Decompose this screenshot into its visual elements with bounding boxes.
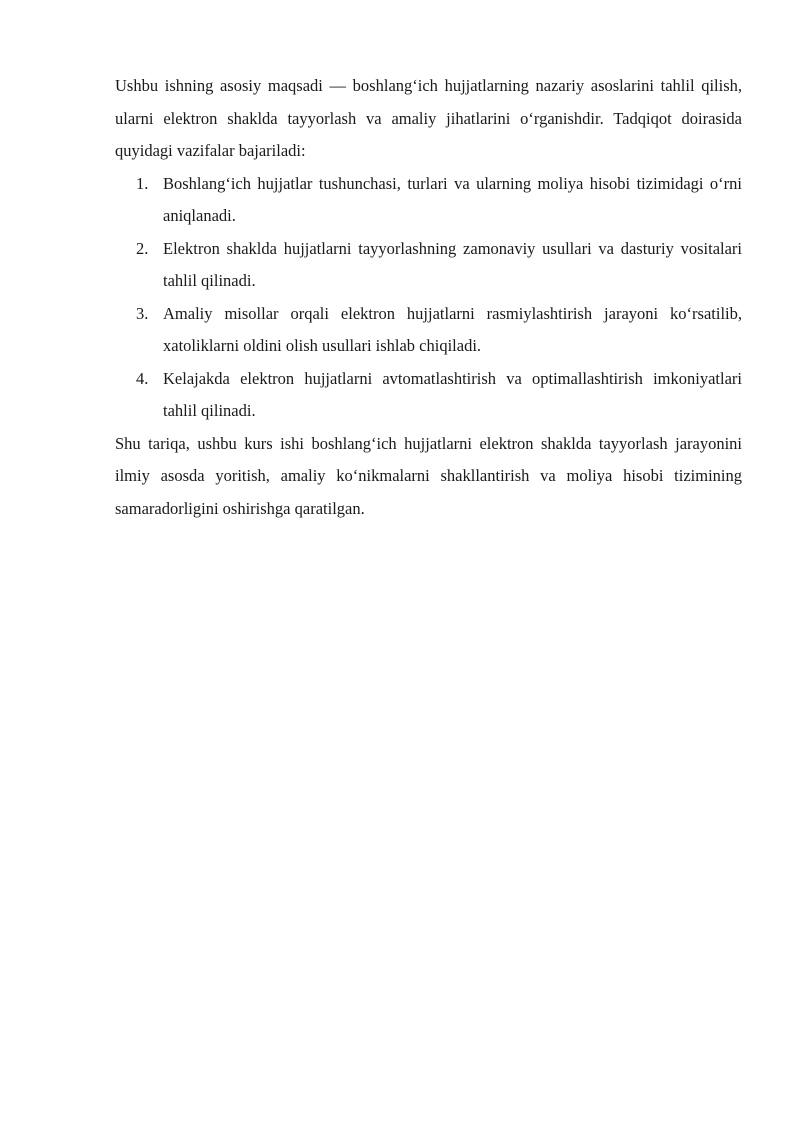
- list-item: [115, 233, 742, 298]
- list-item-number: 1.: [136, 173, 149, 193]
- list-item-text: Boshlang‘ich hujjatlar tushunchasi, turlari va ularning moliya hisobi tizimidagi o‘rni aniqlanadi.: [163, 173, 742, 225]
- list-item-number: 2.: [136, 238, 149, 258]
- list-item-number: 4.: [136, 368, 149, 388]
- list-item: [115, 363, 742, 428]
- list-item-text: Amaliy misollar orqali elektron hujjatlarni rasmiylashtirish jarayoni ko‘rsatilib, xatoliklarni oldini olish usullari ishlab chiqiladi.: [163, 303, 742, 355]
- list-item: [115, 168, 742, 233]
- intro-paragraph: Ushbu ishning asosiy maqsadi — boshlang‘ich hujjatlarning nazariy asoslarini tahlil qilish, ularni elektron shaklda tayyorlash va amaliy jihatlarini o‘rganishdir. Tadqiqot doirasida quyidagi vazifalar bajariladi:: [115, 76, 742, 160]
- task-list: [115, 168, 742, 428]
- list-item-text: Elektron shaklda hujjatlarni tayyorlashning zamonaviy usullari va dasturiy vositalari tahlil qilinadi.: [163, 238, 742, 290]
- list-item-number: 3.: [136, 303, 149, 323]
- document-body: [115, 70, 742, 525]
- conclusion-paragraph: Shu tariqa, ushbu kurs ishi boshlang‘ich hujjatlarni elektron shaklda tayyorlash jarayonini ilmiy asosda yoritish, amaliy ko‘nikmalarni shakllantirish va moliya hisobi tizimining samaradorligini oshirishga qaratilgan.: [115, 433, 742, 518]
- list-item: [115, 298, 742, 363]
- list-item-text: Kelajakda elektron hujjatlarni avtomatlashtirish va optimallashtirish imkoniyatlari tahlil qilinadi.: [163, 368, 742, 420]
